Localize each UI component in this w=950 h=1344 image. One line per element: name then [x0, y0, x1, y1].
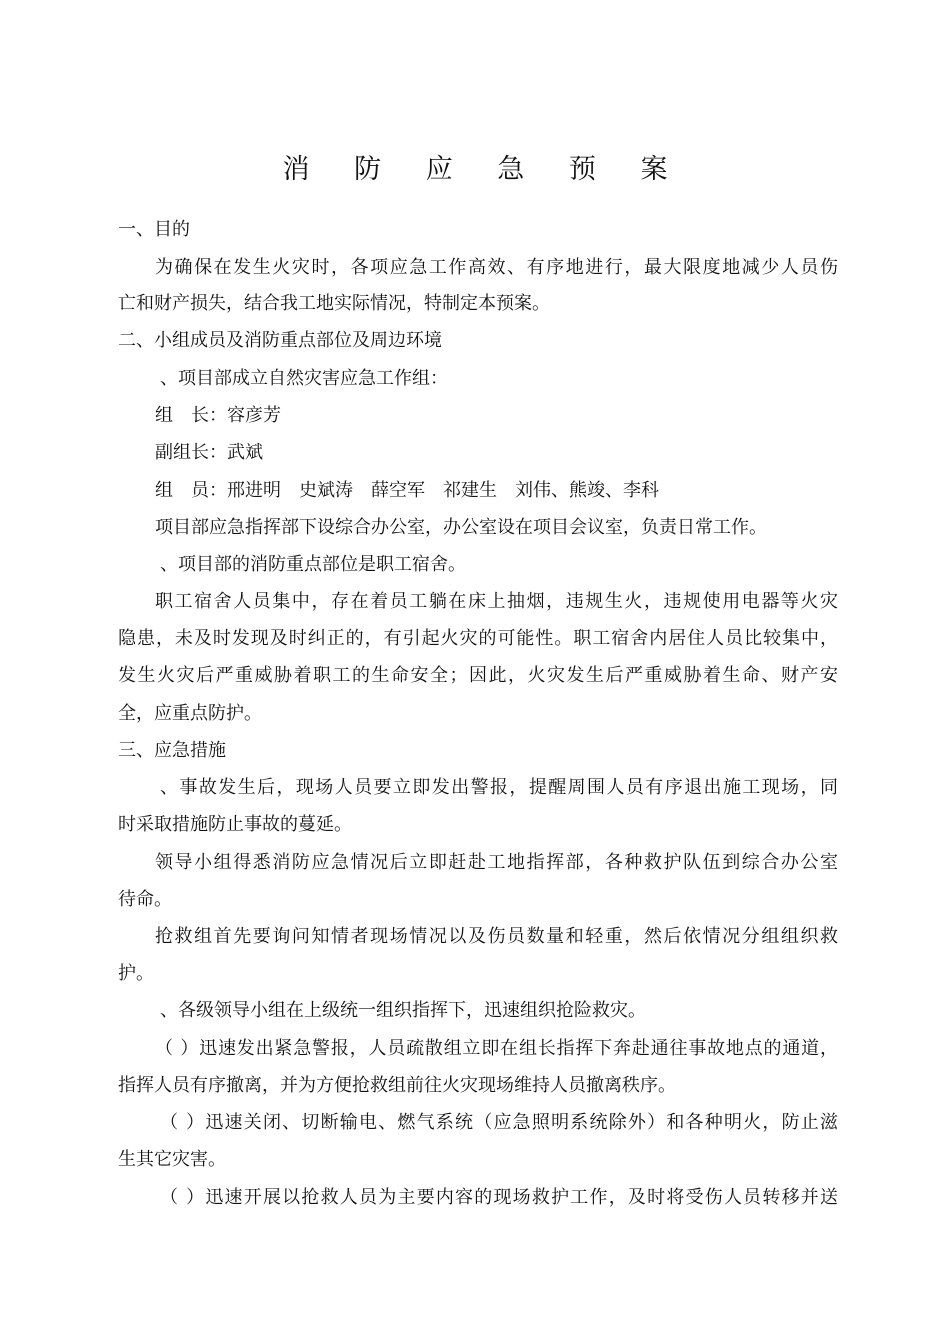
paragraph-line: 抢救组首先要询问知情者现场情况以及伤员数量和轻重，然后依情况分组组织救 — [155, 926, 838, 947]
section-heading-members: 二、小组成员及消防重点部位及周边环境 — [118, 330, 442, 351]
deputy-leader-line: 副组长：武斌 — [155, 442, 263, 463]
document-title: 消 防 应 急 预 案 — [282, 154, 686, 185]
paragraph-line: 、项目部的消防重点部位是职工宿舍。 — [160, 554, 466, 575]
paragraph-line: （ ）迅速开展以抢救人员为主要内容的现场救护工作，及时将受伤人员转移并送 — [160, 1187, 838, 1208]
paragraph-line: 生其它灾害。 — [118, 1149, 226, 1170]
members-line: 组 员：邢进明 史斌涛 薛空军 祁建生 刘伟、熊竣、李科 — [155, 480, 659, 501]
paragraph-line: 隐患，未及时发现及时纠正的，有引起火灾的可能性。职工宿舍内居住人员比较集中， — [118, 628, 838, 649]
paragraph-line: （ ）迅速发出紧急警报，人员疏散组立即在组长指挥下奔赴通往事故地点的通道， — [155, 1038, 838, 1059]
paragraph-line: （ ）迅速关闭、切断输电、燃气系统（应急照明系统除外）和各种明火，防止滋 — [160, 1112, 838, 1133]
paragraph-line: 全，应重点防护。 — [118, 703, 262, 724]
paragraph-line: 、事故发生后，现场人员要立即发出警报，提醒周围人员有序退出施工现场，同 — [160, 777, 838, 798]
paragraph-line: 领导小组得悉消防应急情况后立即赶赴工地指挥部，各种救护队伍到综合办公室 — [155, 852, 838, 873]
section-heading-purpose: 一、目的 — [118, 219, 190, 240]
paragraph-line: 职工宿舍人员集中，存在着员工躺在床上抽烟，违规生火，违规使用电器等火灾 — [155, 591, 838, 612]
paragraph-line: 、项目部成立自然灾害应急工作组： — [160, 368, 448, 389]
paragraph-line: 指挥人员有序撤离，并为方便抢救组前往火灾现场维持人员撤离秩序。 — [118, 1075, 676, 1096]
paragraph-line: 项目部应急指挥部下设综合办公室，办公室设在项目会议室，负责日常工作。 — [155, 517, 767, 538]
paragraph-line: 亡和财产损失，结合我工地实际情况，特制定本预案。 — [118, 293, 550, 314]
leader-line: 组 长：容彦芳 — [155, 405, 281, 426]
paragraph-line: 、各级领导小组在上级统一组织指挥下，迅速组织抢险救灾。 — [160, 1000, 646, 1021]
section-heading-measures: 三、应急措施 — [118, 740, 226, 761]
paragraph-line: 护。 — [118, 963, 154, 984]
paragraph-line: 发生火灾后严重威胁着职工的生命安全；因此，火灾发生后严重威胁着生命、财产安 — [118, 665, 838, 686]
paragraph-line: 为确保在发生火灾时，各项应急工作高效、有序地进行，最大限度地减少人员伤 — [155, 257, 838, 278]
paragraph-line: 待命。 — [118, 889, 172, 910]
paragraph-line: 时采取措施防止事故的蔓延。 — [118, 814, 352, 835]
